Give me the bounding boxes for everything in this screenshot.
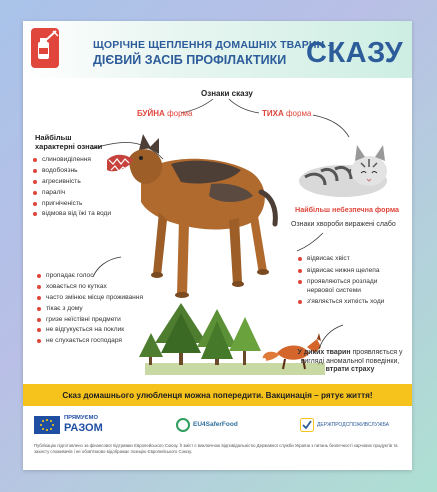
list-item: слиновиділення — [33, 156, 111, 167]
characteristic-title-line1: Найбільш — [35, 133, 72, 142]
wild-animals-arrow — [315, 321, 355, 351]
logos-row — [23, 410, 412, 440]
weak-symptoms: Ознаки хвороби виражені слабо — [291, 221, 396, 228]
characteristic-title-line2: характерні ознаки — [35, 142, 103, 151]
list-item: часто змінює місце проживання — [37, 294, 143, 305]
vaccination-banner — [23, 384, 412, 406]
list-item: агресивність — [33, 178, 111, 189]
wild-animals-note — [293, 349, 407, 375]
eu4saferfood-logo — [176, 418, 256, 436]
list-item: ховається по кутках — [37, 283, 143, 294]
eu-logo — [34, 415, 124, 437]
characteristic-title — [35, 133, 102, 151]
wild-animals-text: проявляється у вигляді аномальної поведінки, — [300, 349, 403, 365]
eu-flag-icon — [34, 416, 60, 434]
title-line-1: ЩОРІЧНЕ ЩЕПЛЕННЯ ДОМАШНІХ ТВАРИН – — [93, 39, 334, 51]
branch-arrows — [23, 21, 412, 141]
quiet-form-arrow — [293, 227, 333, 257]
poster — [23, 21, 412, 470]
rabies-signs-title: Ознаки сказу — [201, 89, 253, 98]
eu-logo-line2: РАЗОМ — [64, 422, 103, 434]
eu4saferfood-mark-icon — [176, 418, 190, 432]
cat-illustration — [295, 141, 391, 199]
list-item: проявляються розлади нервової системи — [298, 278, 406, 295]
violent-signs-list — [37, 272, 143, 348]
gov-logo-text: ДЕРЖПРОДСПОЖИВСЛУЖБА — [317, 422, 389, 428]
list-item: пригніченість — [33, 200, 111, 211]
disclaimer: Публікацію підготовлено за фінансової підтримки Європейського Союзу. Її зміст є виключною відповідальністю Державної служби України з питань безпечності харчових продуктів та захисту споживачів і не обов'язково відображає позицію Європейського Союзу. — [34, 443, 398, 454]
quiet-form-word: ТИХА — [262, 109, 284, 118]
violent-form-label — [137, 109, 193, 118]
most-dangerous-form: Найбільш небезпечна форма — [295, 205, 400, 214]
title-line-2: ДІЄВИЙ ЗАСІБ ПРОФІЛАКТИКИ — [93, 53, 287, 67]
quiet-form-suffix: форма — [283, 109, 312, 118]
list-item: параліч — [33, 189, 111, 200]
characteristic-list — [33, 156, 111, 221]
list-item: пропадає голос — [37, 272, 143, 283]
gov-check-icon — [300, 418, 314, 432]
title-rabies: СКАЗУ — [306, 37, 404, 69]
list-item: не відгукується на поклик — [37, 326, 143, 337]
list-item: відвисає нижня щелепа — [298, 267, 406, 276]
eu4saferfood-text: EU4SaferFood — [193, 421, 238, 428]
violent-form-suffix: форма — [164, 109, 193, 118]
loss-of-fear: втрати страху — [325, 366, 375, 374]
list-item: не слухається господаря — [37, 337, 143, 348]
list-item: гризе неїстівні предмети — [37, 316, 143, 327]
list-item: з'являється хиткість ходи — [298, 298, 406, 307]
violent-form-word: БУЙНА — [137, 109, 165, 118]
quiet-form-label — [262, 109, 311, 118]
banner-text: Сказ домашнього улюбленця можна попередити. Вакцинація – рятує життя! — [62, 390, 373, 400]
eu-logo-line1: ПРЯМУЄМО — [64, 415, 98, 421]
wild-animals-bold: У диких тварин — [297, 349, 351, 356]
derzhprodspozhyvsluzhba-logo — [300, 418, 410, 436]
list-item: тікає з дому — [37, 305, 143, 316]
list-item: відвисає хвіст — [298, 255, 406, 264]
list-item: водобоязнь — [33, 167, 111, 178]
quiet-signs-list — [298, 255, 406, 310]
list-item: відмова від їжі та води — [33, 210, 111, 221]
